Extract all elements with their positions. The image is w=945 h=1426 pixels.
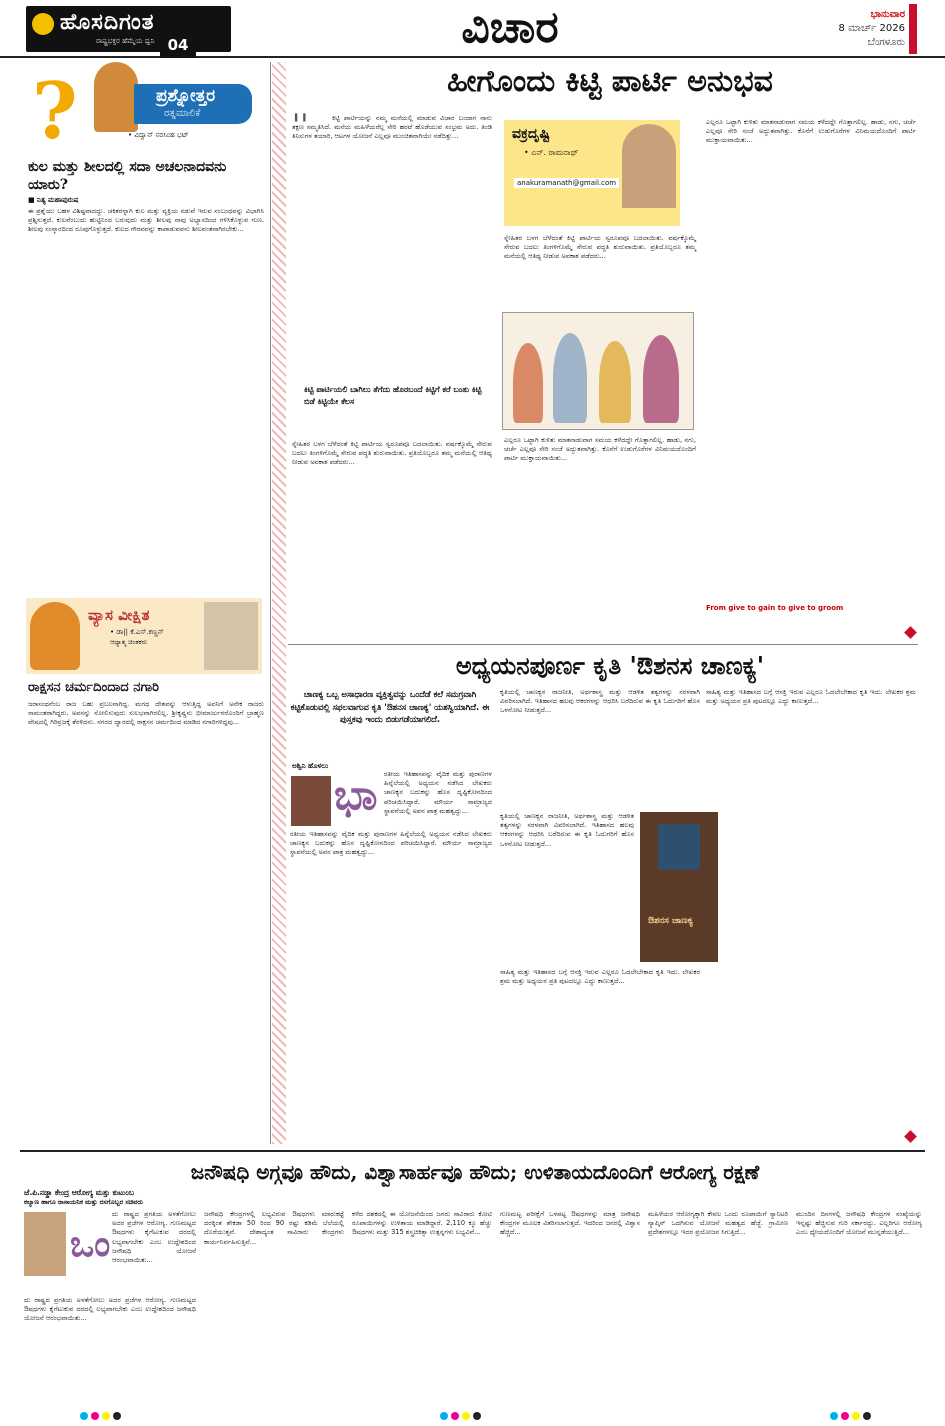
author-email[interactable]: anakuramanath@gmail.com	[514, 178, 619, 188]
open-quote-icon: ''	[292, 108, 309, 143]
bottom-author: ಜೆ.ಪಿ.ನಡ್ಡಾ ಕೇಂದ್ರ ಆರೋಗ್ಯ ಮತ್ತು ಕುಟುಂಬ	[24, 1188, 134, 1197]
book-author-photo	[658, 824, 700, 870]
drop-cap: ಭಾ	[334, 770, 378, 819]
hatch-strip	[272, 62, 286, 1144]
review-column-3: ಸಾಹಿತ್ಯ ಮತ್ತು ಇತಿಹಾಸದ ಬಗ್ಗೆ ಆಸಕ್ತಿ ಇರುವ ಎಲ್ಲರೂ ಓದಲೇಬೇಕಾದ ಕೃತಿ ಇದು. ಲೇಖಕರ ಶ್ರಮ ಮತ್ತು ಅಧ್ಯಯನ ಪ್ರತಿ ಪುಟದಲ್ಲೂ ಎದ್ದು ಕಾಣುತ್ತದೆ...	[706, 688, 919, 706]
print-registration-marks	[830, 1412, 871, 1420]
main-lyrics: ಕಿಟ್ಟಿ ಪಾರ್ಟಿಯಲಿ ಬಾಗಿಲು ತೆಗೆದು ಹೊರಬಂದೆ ಕಿಟ್ಟಿಗೆ ಕರೆ ಬಂತು ಕಿಟ್ಟಿ ಬಿಡೆ ಕಿಟ್ಟಿಯೇ ಕೆಲಸ	[304, 385, 482, 406]
newspaper-logo[interactable]	[26, 6, 231, 52]
vyasa-title: ವ್ಯಾಸ ವೀಕ್ಷಿತ	[88, 606, 150, 624]
review-column-1: ರತೀಯ ಇತಿಹಾಸವನ್ನು ವೈದಿಕ ಮತ್ತು ಪುರಾಣಗಳ ಹಿನ್ನೆಲೆಯಲ್ಲಿ ಅಧ್ಯಯನ ನಡೆಸಿದ ಲೇಖಕರು ಚಾಣಕ್ಯನ ಬದುಕನ್ನು ಹೊಸ ದೃಷ್ಟಿಕೋನದಿಂದ ಪರಿಚಯಿಸಿದ್ದಾರೆ. ಮೌರ್ಯ ಸಾಮ್ರಾಜ್ಯದ ಸ್ಥಾಪನೆಯಲ್ಲಿ ಅವನ ಪಾತ್ರ ಮಹತ್ವದ್ದು...	[290, 830, 495, 857]
column-author-photo	[622, 124, 676, 208]
drop-cap: ಒಂ	[70, 1224, 111, 1265]
qa-banner-title: ಪ್ರಶ್ನೋತ್ತರ	[156, 86, 216, 106]
column-banner	[504, 120, 680, 226]
dateline	[839, 8, 905, 50]
cartoon-figure	[553, 333, 587, 423]
bottom-column-5: ಮಹಿಳೆಯರ ಆರೋಗ್ಯಕ್ಕಾಗಿ ಕೇವಲ ಒಂದು ರೂಪಾಯಿಗೆ ಸ್ಯಾನಿಟರಿ ನ್ಯಾಪ್ಕಿನ್ ಒದಗಿಸುವ ಯೋಜನೆ ಮಹತ್ವದ ಹೆಜ್ಜೆ. ಗ್ರಾಮೀಣ ಪ್ರದೇಶಗಳಲ್ಲೂ ಇದರ ಪ್ರಯೋಜನ ಸಿಗುತ್ತಿದೆ...	[648, 1210, 791, 1237]
vyasa-author-role: ಆಧ್ಯಾತ್ಮ ಚಿಂತಕರು	[110, 638, 148, 646]
vyasa-author: • ಡಾ|| ಕೆ.ಎಸ್.ಕಣ್ಣನ್	[110, 628, 164, 636]
column-name: ವಕ್ರದೃಷ್ಟಿ	[512, 126, 550, 142]
review-column-2-mid: ಕೃತಿಯಲ್ಲಿ ಚಾಣಕ್ಯನ ರಾಜನೀತಿ, ಅರ್ಥಶಾಸ್ತ್ರ ಮತ್ತು ಆಡಳಿತ ತತ್ವಗಳನ್ನು ಸರಳವಾಗಿ ವಿವರಿಸಲಾಗಿದೆ. ಇತಿಹಾಸದ ಹಲವು ಆಕರಗಳನ್ನು ಆಧರಿಸಿ ಬರೆದಿರುವ ಈ ಕೃತಿ ಓದುಗರಿಗೆ ಹೊಸ ಒಳನೋಟ ನೀಡುತ್ತದೆ...	[500, 812, 637, 848]
review-column-2-top: ಕೃತಿಯಲ್ಲಿ ಚಾಣಕ್ಯನ ರಾಜನೀತಿ, ಅರ್ಥಶಾಸ್ತ್ರ ಮತ್ತು ಆಡಳಿತ ತತ್ವಗಳನ್ನು ಸರಳವಾಗಿ ವಿವರಿಸಲಾಗಿದೆ. ಇತಿಹಾಸದ ಹಲವು ಆಕರಗಳನ್ನು ಆಧರಿಸಿ ಬರೆದಿರುವ ಈ ಕೃತಿ ಓದುಗರಿಗೆ ಹೊಸ ಒಳನೋಟ ನೀಡುತ್ತದೆ...	[500, 688, 703, 715]
vyasa-headline[interactable]: ರಾಕ್ಷಸನ ಚರ್ಮದಿಂದಾದ ನಗಾರಿ	[28, 680, 159, 695]
sage-illustration	[30, 602, 80, 670]
bottom-author-role: ಕಲ್ಯಾಣ ಹಾಗೂ ರಾಸಾಯನಿಕ ಮತ್ತು ರಸಗೊಬ್ಬರ ಸಚಿವರು	[24, 1198, 143, 1206]
section-title: ವಿಚಾರ	[461, 2, 559, 53]
question-mark-icon: ?	[32, 66, 78, 157]
bottom-column-6: ಮುಂದಿನ ದಿನಗಳಲ್ಲಿ ಜನೌಷಧಿ ಕೇಂದ್ರಗಳ ಸಂಖ್ಯೆಯನ್ನು ಇನ್ನಷ್ಟು ಹೆಚ್ಚಿಸುವ ಗುರಿ ಸರ್ಕಾರದ್ದು. ಎಲ್ಲರಿಗೂ ಆರೋಗ್ಯ ಎಂಬ ಧ್ಯೇಯದೊಂದಿಗೆ ಯೋಜನೆ ಮುನ್ನಡೆಯುತ್ತಿದೆ...	[796, 1210, 925, 1237]
bottom-column-1: ದು ರಾಷ್ಟ್ರದ ಪ್ರಗತಿಯ ಅಳತೆಗೋಲು ಅದರ ಪ್ರಜೆಗಳ ಆರೋಗ್ಯ. ಗುಣಮಟ್ಟದ ಔಷಧಗಳು ಕೈಗೆಟುಕುವ ದರದಲ್ಲಿ ಲಭ್ಯವಾಗಬೇಕು ಎಂಬ ಉದ್ದೇಶದಿಂದ ಜನೌಷಧಿ ಯೋಜನೆ ಆರಂಭವಾಯಿತು...	[24, 1296, 199, 1323]
review-author: ಅಶ್ವಿನಿ ಹೊಳಲು	[292, 762, 329, 770]
qa-banner	[134, 84, 252, 124]
masthead	[0, 0, 945, 58]
review-column-2-bottom: ಸಾಹಿತ್ಯ ಮತ್ತು ಇತಿಹಾಸದ ಬಗ್ಗೆ ಆಸಕ್ತಿ ಇರುವ ಎಲ್ಲರೂ ಓದಲೇಬೇಕಾದ ಕೃತಿ ಇದು. ಲೇಖಕರ ಶ್ರಮ ಮತ್ತು ಅಧ್ಯಯನ ಪ್ರತಿ ಪುಟದಲ್ಲೂ ಎದ್ದು ಕಾಣುತ್ತದೆ...	[500, 968, 703, 986]
vyasa-banner	[26, 598, 262, 674]
review-body-lead: ರತೀಯ ಇತಿಹಾಸವನ್ನು ವೈದಿಕ ಮತ್ತು ಪುರಾಣಗಳ ಹಿನ್ನೆಲೆಯಲ್ಲಿ ಅಧ್ಯಯನ ನಡೆಸಿದ ಲೇಖಕರು ಚಾಣಕ್ಯನ ಬದುಕನ್ನು ಹೊಸ ದೃಷ್ಟಿಕೋನದಿಂದ ಪರಿಚಯಿಸಿದ್ದಾರೆ. ಮೌರ್ಯ ಸಾಮ್ರಾಜ್ಯದ ಸ್ಥಾಪನೆಯಲ್ಲಿ ಅವನ ಪಾತ್ರ ಮಹತ್ವದ್ದು...	[384, 770, 495, 815]
article-divider	[288, 644, 918, 645]
print-registration-marks	[440, 1412, 481, 1420]
print-registration-marks	[80, 1412, 121, 1420]
main-column-2-bottom: ಎಲ್ಲರೂ ಒಟ್ಟಾಗಿ ಕುಳಿತು ಮಾತನಾಡುವಾಗ ಸಮಯ ಕಳೆದದ್ದೇ ಗೊತ್ತಾಗಲಿಲ್ಲ. ಹಾಡು, ನಗು, ಚರ್ಚೆ ಎಲ್ಲವೂ ಸೇರಿ ಸಂಜೆ ಅದ್ಭುತವಾಗಿತ್ತು. ಕೊನೆಗೆ ಉಡುಗೊರೆಗಳ ವಿನಿಮಯದೊಂದಿಗೆ ಪಾರ್ಟಿ ಮುಕ್ತಾಯವಾಯಿತು...	[504, 436, 699, 463]
cartoon-figure	[513, 343, 543, 423]
lotus-emblem-icon	[32, 13, 54, 35]
main-highlight: From give to gain to give to groom	[706, 604, 844, 612]
bottom-column-3: ಕಳೆದ ದಶಕದಲ್ಲಿ ಈ ಯೋಜನೆಯಿಂದ ಜನರು ಸಾವಿರಾರು ಕೋಟಿ ರೂಪಾಯಿಗಳನ್ನು ಉಳಿತಾಯ ಮಾಡಿದ್ದಾರೆ. 2,110 ಕ್ಕೂ ಹೆಚ್ಚು ಔಷಧಗಳು ಮತ್ತು 315 ಶಸ್ತ್ರಚಿಕಿತ್ಸಾ ಉತ್ಪನ್ನಗಳು ಲಭ್ಯವಿವೆ...	[352, 1210, 495, 1237]
logo-tagline: ರಾಷ್ಟ್ರಭಕ್ತರ ಹೆಮ್ಮೆಯ ಧ್ವನಿ	[96, 37, 155, 45]
qa-headline[interactable]: ಕುಲ ಮತ್ತು ಶೀಲದಲ್ಲಿ ಸದಾ ಅಚಲನಾದವನು ಯಾರು?	[28, 159, 227, 193]
qa-author: • ವಿದ್ವಾನ್ ನರಸಿಂಹ ಭಟ್	[128, 131, 189, 139]
review-headline[interactable]: ಅಧ್ಯಯನಪೂರ್ಣ ಕೃತಿ 'ಔಶನಸ ಚಾಣಕ್ಯ'	[455, 651, 765, 680]
page-number: 04	[160, 36, 196, 58]
bottom-column-2: ಜನೌಷಧಿ ಕೇಂದ್ರಗಳಲ್ಲಿ ಲಭ್ಯವಿರುವ ಔಷಧಗಳು ಮಾರುಕಟ್ಟೆ ದರಕ್ಕಿಂತ ಶೇಕಡಾ 50 ರಿಂದ 90 ರಷ್ಟು ಕಡಿಮೆ ಬೆಲೆಯಲ್ಲಿ ದೊರೆಯುತ್ತವೆ. ದೇಶಾದ್ಯಂತ ಸಾವಿರಾರು ಕೇಂದ್ರಗಳು ಕಾರ್ಯನಿರ್ವಹಿಸುತ್ತಿವೆ...	[204, 1210, 347, 1246]
bottom-headline[interactable]: ಜನೌಷಧಿ ಅಗ್ಗವೂ ಹೌದು, ವಿಶ್ವಾಸಾರ್ಹವೂ ಹೌದು; ಉಳಿತಾಯದೊಂದಿಗೆ ಆರೋಗ್ಯ ರಕ್ಷಣೆ	[190, 1160, 760, 1184]
vyasa-author-photo	[204, 602, 258, 670]
main-column-1-bottom: ಸ್ನೇಹಿತರ ಬಳಗ ಬೆಳೆದಂತೆ ಕಿಟ್ಟಿ ಪಾರ್ಟಿಯ ಸ್ವರೂಪವೂ ಬದಲಾಯಿತು. ವರ್ಷಕ್ಕೊಮ್ಮೆ ಸೇರುವ ಬದಲು ತಿಂಗಳಿಗೊಮ್ಮೆ ಸೇರುವ ಪದ್ಧತಿ ಶುರುವಾಯಿತು. ಪ್ರತಿಯೊಬ್ಬರೂ ತಮ್ಮ ಮನೆಯಲ್ಲಿ ಆತಿಥ್ಯ ನೀಡುವ ಅವಕಾಶ ಪಡೆದರು...	[292, 440, 495, 467]
cartoon-figure	[643, 335, 679, 423]
qa-body: ಈ ಪ್ರಶ್ನೆಯು ಬಹಳ ವಿಶಿಷ್ಟವಾದದ್ದು. ಚಕಿತರನ್ನಾಗಿ ಕುಲ ಮತ್ತು ವ್ಯಕ್ತಿಯ ನಡುವೆ ಇರುವ ಸಂಬಂಧವನ್ನು ವಿಭಾಗಿಸಿ ಪ್ರಶ್ನಿಸುತ್ತದೆ. ಕುಲವೆಂಬುದು ಹುಟ್ಟಿನಿಂದ ಬರುವುದು ಮತ್ತು ಶೀಲವು ನಾವು ಅಭ್ಯಾಸದಿಂದ ಗಳಿಸಿಕೊಳ್ಳುವ ಗುಣ. ಶೀಲವು ಸಂಸ್ಕಾರದಿಂದ ರೂಪುಗೊಳ್ಳುತ್ತದೆ. ಕುಲದ ಗೌರವವನ್ನು ಕಾಪಾಡುವವನು ಶೀಲವಂತನಾಗಿರಬೇಕು...	[28, 207, 267, 234]
main-column-2-top: ಸ್ನೇಹಿತರ ಬಳಗ ಬೆಳೆದಂತೆ ಕಿಟ್ಟಿ ಪಾರ್ಟಿಯ ಸ್ವರೂಪವೂ ಬದಲಾಯಿತು. ವರ್ಷಕ್ಕೊಮ್ಮೆ ಸೇರುವ ಬದಲು ತಿಂಗಳಿಗೊಮ್ಮೆ ಸೇರುವ ಪದ್ಧತಿ ಶುರುವಾಯಿತು. ಪ್ರತಿಯೊಬ್ಬರೂ ತಮ್ಮ ಮನೆಯಲ್ಲಿ ಆತಿಥ್ಯ ನೀಡುವ ಅವಕಾಶ ಪಡೆದರು...	[504, 234, 699, 261]
main-headline[interactable]: ಹೀಗೊಂದು ಕಿಟ್ಟಿ ಪಾರ್ಟಿ ಅನುಭವ	[447, 64, 773, 99]
article-end-icon	[904, 626, 917, 639]
column-divider	[270, 62, 271, 1144]
bottom-author-photo	[24, 1212, 66, 1276]
logo-text: ಹೊಸದಿಗಂತ	[60, 10, 155, 35]
dateline-date: 8 ಮಾರ್ಚ್ 2026	[838, 23, 905, 34]
section-divider	[20, 1150, 925, 1152]
kitty-party-cartoon	[502, 312, 694, 430]
main-column-3: ಎಲ್ಲರೂ ಒಟ್ಟಾಗಿ ಕುಳಿತು ಮಾತನಾಡುವಾಗ ಸಮಯ ಕಳೆದದ್ದೇ ಗೊತ್ತಾಗಲಿಲ್ಲ. ಹಾಡು, ನಗು, ಚರ್ಚೆ ಎಲ್ಲವೂ ಸೇರಿ ಸಂಜೆ ಅದ್ಭುತವಾಗಿತ್ತು. ಕೊನೆಗೆ ಉಡುಗೊರೆಗಳ ವಿನಿಮಯದೊಂದಿಗೆ ಪಾರ್ಟಿ ಮುಕ್ತಾಯವಾಯಿತು...	[706, 118, 919, 145]
review-author-photo	[291, 776, 331, 826]
dateline-city: ಬೆಂಗಳೂರು	[867, 37, 905, 48]
vyasa-body: ಜರಾಸಂಧನೆಂಬ ರಾಜ ಬಹು ಪ್ರಬಲನಾಗಿದ್ದ. ಮಗಧ ದೇಶವನ್ನು ಆಳುತ್ತಿದ್ದ ಅವನಿಗೆ ಅನೇಕ ರಾಜರು ಸಾಮಂತರಾಗಿದ್ದರು. ಅವನನ್ನು ಸೋಲಿಸುವುದು ಸುಲಭವಾಗಿರಲಿಲ್ಲ. ಶ್ರೀಕೃಷ್ಣನು ಭೀಮಾರ್ಜುನರೊಂದಿಗೆ ಬ್ರಾಹ್ಮಣ ವೇಷದಲ್ಲಿ ಗಿರಿವ್ರಜಕ್ಕೆ ತೆರಳಿದನು. ನಗರದ ದ್ವಾರದಲ್ಲಿ ರಾಕ್ಷಸನ ಚರ್ಮದಿಂದ ಮಾಡಿದ ನಗಾರಿಗಳಿದ್ದವು...	[28, 700, 267, 727]
main-column-1-top: ಕಿಟ್ಟಿ ಪಾರ್ಟಿಯನ್ನು ನಮ್ಮ ಮನೆಯಲ್ಲಿ ಮಾಡುವ ವಿಚಾರ ಬಂದಾಗ ನಾನು ತಕ್ಷಣ ಸಮ್ಮತಿಸಿದೆ. ಮನೆಯ ಮಹಿಳೆಯರೆಲ್ಲ ಸೇರಿ ಹರಟೆ ಹೊಡೆಯುವ ಸಂಭ್ರಮ ಅದು. ತಿಂಡಿ ತಿನಿಸುಗಳ ತಯಾರಿ, ಆಟಗಳ ಯೋಜನೆ ಎಲ್ಲವೂ ಮುಂಚಿತವಾಗಿಯೇ ನಡೆದಿತ್ತು...	[292, 114, 495, 141]
bottom-lead: ದು ರಾಷ್ಟ್ರದ ಪ್ರಗತಿಯ ಅಳತೆಗೋಲು ಅದರ ಪ್ರಜೆಗಳ ಆರೋಗ್ಯ. ಗುಣಮಟ್ಟದ ಔಷಧಗಳು ಕೈಗೆಟುಕುವ ದರದಲ್ಲಿ ಲಭ್ಯವಾಗಬೇಕು ಎಂಬ ಉದ್ದೇಶದಿಂದ ಜನೌಷಧಿ ಯೋಜನೆ ಆರಂಭವಾಯಿತು...	[112, 1210, 199, 1265]
column-author: • ಎನ್. ರಾಮನಾಥ್	[524, 148, 579, 157]
review-intro: ಚಾಣಕ್ಯ ಒಬ್ಬ ಅಸಾಧಾರಣ ವ್ಯಕ್ತಿತ್ವವನ್ನು ಒಂದೆಡೆ ಕಲೆ ಸಮಗ್ರವಾಗಿ ಕಟ್ಟಿಕೊಡುವಲ್ಲಿ ಸಫಲವಾಗುವ ಕೃತಿ 'ಔಶನಸ ಚಾಣಕ್ಯ' ಯಶಸ್ವಿಯಾಗಿದೆ. ಈ ಪುಸ್ತಕವು ಇಂದು ಬಿಡುಗಡೆಯಾಗಲಿದೆ.	[290, 689, 490, 724]
qa-author-photo	[94, 62, 138, 132]
qa-source: ■ ನಿತ್ಯ ಮಹಾಪುರುಷ	[28, 196, 79, 204]
article-end-icon	[904, 1130, 917, 1143]
book-cover-title: ಔಶನಸ ಚಾಣಕ್ಯ	[648, 916, 693, 926]
qa-banner-subtitle: ರತ್ನಮಾಲಿಕೆ	[164, 108, 201, 119]
dateline-day: ಭಾನುವಾರ	[870, 9, 905, 20]
accent-bar	[909, 4, 917, 54]
bottom-column-4: ಗುಣಮಟ್ಟ ಪರೀಕ್ಷೆಗೆ ಒಳಪಟ್ಟ ಔಷಧಗಳನ್ನು ಮಾತ್ರ ಜನೌಷಧಿ ಕೇಂದ್ರಗಳ ಮೂಲಕ ವಿತರಿಸಲಾಗುತ್ತದೆ. ಇದರಿಂದ ಜನರಲ್ಲಿ ವಿಶ್ವಾಸ ಹೆಚ್ಚಿದೆ...	[500, 1210, 643, 1237]
cartoon-figure	[599, 341, 631, 423]
